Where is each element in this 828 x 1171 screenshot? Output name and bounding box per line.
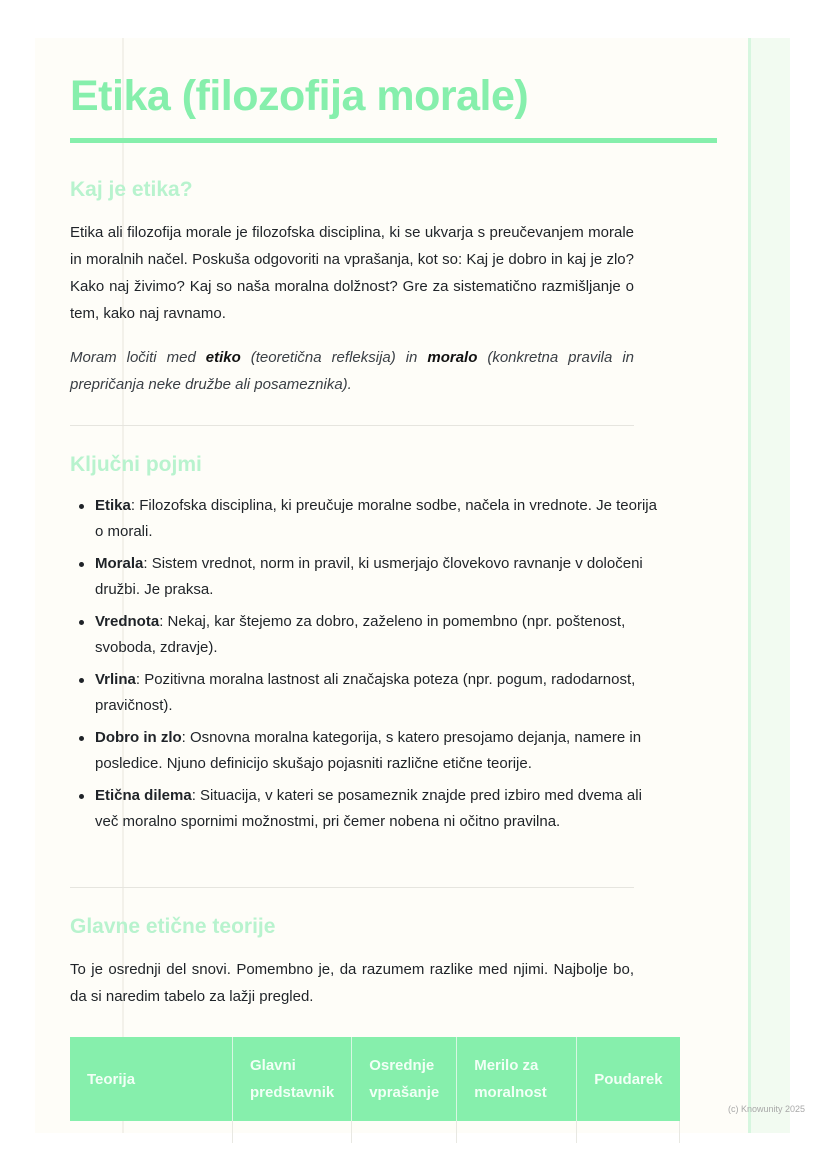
term: Morala xyxy=(95,555,144,572)
list-item xyxy=(95,725,659,777)
definition: : Situacija, v kateri se posameznik znajde pred izbiro med dvema ali več moralno spornimi možnostmi, pri čemer nobena ni očitno pravilna. xyxy=(95,787,642,830)
document-page xyxy=(35,38,806,1133)
theories-table xyxy=(70,1037,680,1143)
side-strip xyxy=(748,38,790,1133)
note-bold-moralo: moralo xyxy=(427,349,478,366)
note-bold-etiko: etiko xyxy=(205,349,241,366)
list-item xyxy=(95,493,659,545)
copyright: (c) Knowunity 2025 xyxy=(728,1104,806,1114)
term: Dobro in zlo xyxy=(95,729,182,746)
note-text: (konkretna pravila in prepričanja neke družbe ali posameznika). xyxy=(70,349,634,393)
table-header-osrednje-vprasanje: Osrednje vprašanje xyxy=(352,1037,457,1121)
note-paragraph xyxy=(70,344,634,398)
term: Vrednota xyxy=(95,613,160,630)
definition: : Pozitivna moralna lastnost ali značajska poteza (npr. pogum, radodarnost, pravičnost). xyxy=(95,671,636,714)
section-heading-glavne-eticne-teorije: Glavne etične teorije xyxy=(70,915,276,938)
key-terms-list xyxy=(70,493,659,841)
table-row xyxy=(70,1121,680,1143)
list-item xyxy=(95,551,659,603)
note-text: Moram ločiti med xyxy=(70,349,206,366)
table-header-teorija: Teorija xyxy=(70,1037,233,1121)
definition: : Sistem vrednot, norm in pravil, ki usmerjajo človekovo ravnanje v določeni družbi. Je praksa. xyxy=(95,555,643,598)
table-header-poudarek: Poudarek xyxy=(577,1037,680,1121)
note-text: (teoretična refleksija) in xyxy=(240,349,428,366)
table-header-merilo-za-moralnost: Merilo za moralnost xyxy=(457,1037,577,1121)
divider xyxy=(70,887,634,888)
divider xyxy=(70,425,634,426)
term: Etična dilema xyxy=(95,787,192,804)
section-heading-kljucni-pojmi: Ključni pojmi xyxy=(70,453,202,476)
definition: : Filozofska disciplina, ki preučuje moralne sodbe, načela in vrednote. Je teorija o morali. xyxy=(95,497,657,540)
table-header-glavni-predstavnik: Glavni predstavnik xyxy=(233,1037,352,1121)
list-item xyxy=(95,609,659,661)
intro-paragraph: Etika ali filozofija morale je filozofska disciplina, ki se ukvarja s preučevanjem morale in moralnih načel. Poskuša odgovoriti na vprašanja, kot so: Kaj je dobro in kaj je zlo? Kako naj živimo? Kaj so naša moralna dolžnost? Gre za sistematično razmišljanje o tem, kako naj ravnamo. xyxy=(70,224,634,322)
page-title: Etika (filozofija morale) xyxy=(70,72,529,120)
term: Etika xyxy=(95,497,131,514)
list-item xyxy=(95,783,659,835)
term: Vrlina xyxy=(95,671,136,688)
section-heading-kaj-je-etika: Kaj je etika? xyxy=(70,178,193,201)
list-item xyxy=(95,667,659,719)
title-rule xyxy=(70,138,717,143)
definition: : Osnovna moralna kategorija, s katero presojamo dejanja, namere in posledice. Njuno definicijo skušajo pojasniti različne etične teorije. xyxy=(95,729,642,772)
theories-paragraph: To je osrednji del snovi. Pomembno je, da razumem razlike med njimi. Najbolje bo, da si naredim tabelo za lažji pregled. xyxy=(70,961,634,1005)
definition: : Nekaj, kar štejemo za dobro, zaželeno in pomembno (npr. poštenost, svoboda, zdravje). xyxy=(95,613,626,656)
